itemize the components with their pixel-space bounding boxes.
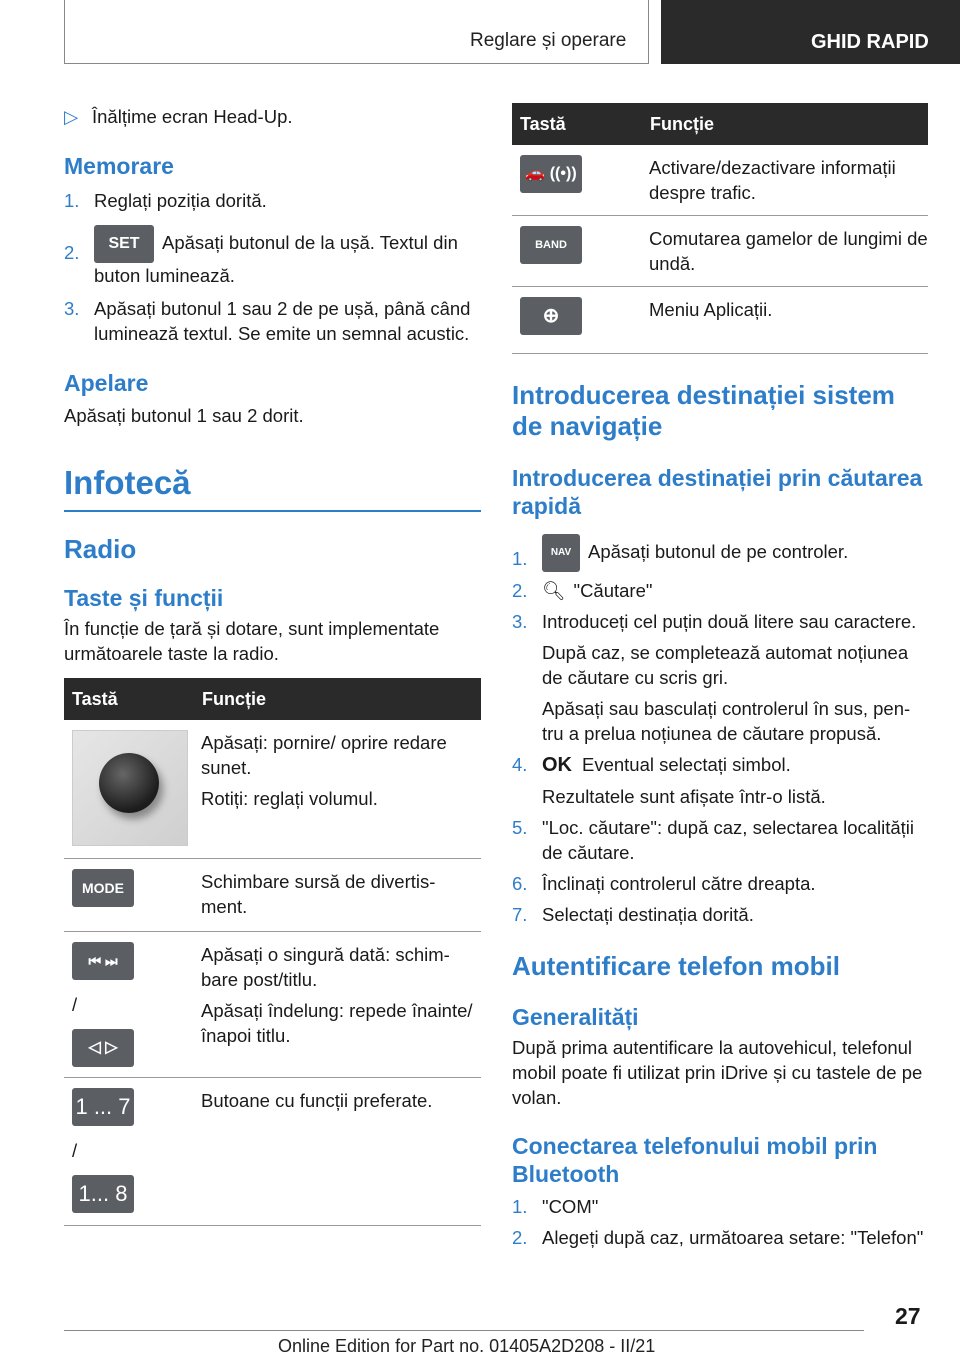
list-item — [512, 871, 928, 896]
list-number: 3. — [512, 611, 528, 632]
list-number: 2. — [512, 580, 528, 601]
list-item — [512, 1225, 928, 1250]
list-number: 2. — [64, 242, 80, 263]
memorare-heading: Memorare — [64, 153, 174, 179]
table-row — [512, 145, 928, 216]
bluetooth-heading: Conectarea telefonului mobil prin Bluetooth — [512, 1133, 878, 1187]
list-number: 7. — [512, 904, 528, 925]
function-cell — [201, 720, 481, 859]
col-key-header: Tastă — [64, 678, 201, 720]
list-text: Introduceți cel puțin două litere sau caractere. — [542, 611, 917, 632]
list-text: Apăsați butonul 1 sau 2 de pe ușă, până când luminează textul. Se emite un semnal acustic. — [94, 298, 471, 344]
favorite-buttons-8-icon: 1... 8 — [72, 1175, 134, 1213]
memorare-list — [64, 188, 481, 346]
set-button-icon: SET — [94, 225, 154, 263]
header-tab-label: GHID RAPID — [811, 31, 929, 53]
mode-button-icon: MODE — [72, 869, 134, 907]
auth-heading: Autentificare telefon mobil — [512, 951, 840, 981]
key-cell — [64, 932, 201, 1078]
list-text: Eventual selectați simbol. — [582, 754, 791, 775]
traffic-info-icon: 🚗 ((•)) — [520, 155, 582, 193]
list-text: Înclinați controlerul către dreapta. — [542, 873, 816, 894]
list-number: 1. — [512, 548, 528, 569]
taste-text: În funcție de țară și dotare, sunt implementate următoarele taste la radio. — [64, 618, 440, 664]
list-text: "COM" — [542, 1196, 599, 1217]
triangle-bullet-icon: ▷ — [64, 106, 79, 127]
list-item — [512, 902, 928, 927]
general-heading: Generalități — [512, 1004, 639, 1030]
nav-button-icon: NAV — [542, 534, 580, 572]
table-header — [512, 103, 928, 145]
key-cell — [512, 216, 649, 287]
list-subtext: Apăsați sau basculați controlerul în sus, pen-tru a prelua noțiunea de căutare propusă. — [542, 698, 911, 744]
radio-keys-table — [64, 678, 481, 1226]
list-number: 5. — [512, 817, 528, 838]
right-column — [512, 103, 928, 1250]
apelare-heading: Apelare — [64, 370, 149, 396]
arrow-buttons-icon: ◁ ▷ — [72, 1029, 134, 1067]
bluetooth-list — [512, 1194, 928, 1250]
list-number: 1. — [64, 190, 80, 211]
function-text: Apăsați îndelung: repede înainte/înapoi titlu. — [201, 1000, 473, 1046]
list-item — [512, 578, 928, 603]
search-icon: 🔍︎ — [542, 580, 566, 601]
list-number: 1. — [512, 1196, 528, 1217]
function-cell — [201, 932, 481, 1078]
list-text: Reglați poziția dorită. — [94, 190, 267, 211]
function-text: Butoane cu funcții preferate. — [201, 1078, 481, 1226]
function-text: Apăsați o singură dată: schim-bare post/titlu. — [201, 944, 450, 990]
function-text: Rotiți: reglați volumul. — [201, 788, 378, 809]
infoteca-rule — [64, 510, 481, 512]
list-subtext: După caz, se completează automat noțiunea de căutare cu scris gri. — [542, 642, 909, 688]
list-text: Apăsați butonul de la ușă. Textul din buton luminează. — [94, 231, 458, 286]
footer-edition: Online Edition for Part no. 01405A2D208 - II/21 — [278, 1336, 656, 1356]
taste-heading: Taste și funcții — [64, 585, 224, 611]
header-tab[interactable] — [661, 0, 960, 64]
function-text: Meniu Aplicații. — [649, 287, 928, 354]
list-text: "Căutare" — [573, 580, 653, 601]
volume-knob-icon — [72, 730, 188, 846]
table-row — [64, 859, 481, 932]
skip-buttons-icon: ⏮ ⏭ — [72, 942, 134, 980]
apps-globe-icon: ⊕ — [520, 297, 582, 335]
key-cell — [512, 287, 649, 354]
header-rule-bottom — [64, 63, 649, 64]
band-button-icon: BAND — [520, 226, 582, 264]
page-number: 27 — [895, 1303, 921, 1329]
list-subtext: Rezultatele sunt afișate într-o listă. — [542, 786, 826, 807]
list-item — [512, 752, 928, 778]
key-cell — [64, 720, 201, 859]
list-text: Selectați destinația dorită. — [542, 904, 754, 925]
list-item — [512, 534, 928, 572]
bullet-text: Înălțime ecran Head-Up. — [92, 106, 293, 127]
list-number: 6. — [512, 873, 528, 894]
table-row — [64, 932, 481, 1078]
ok-icon: OK — [542, 754, 572, 776]
table-row — [512, 216, 928, 287]
slash-separator: / — [72, 994, 78, 1015]
list-item — [64, 296, 481, 346]
steps-list — [512, 534, 928, 927]
left-column — [64, 96, 481, 1226]
table-row — [64, 720, 481, 859]
list-item — [512, 815, 928, 865]
key-cell — [512, 145, 649, 216]
list-item — [512, 609, 928, 634]
key-cell — [64, 859, 201, 932]
apelare-text: Apăsați butonul 1 sau 2 dorit. — [64, 405, 304, 426]
list-text: "Loc. căutare": după caz, selectarea localității de căutare. — [542, 817, 915, 863]
function-text: Comutarea gamelor de lungimi de undă. — [649, 216, 928, 287]
list-text: Alegeți după caz, următoarea setare: "Telefon" — [542, 1227, 924, 1248]
slash-separator: / — [72, 1140, 78, 1161]
quick-search-heading: Introducerea destinației prin căutarea rapidă — [512, 465, 923, 519]
key-cell — [64, 1078, 201, 1226]
list-number: 3. — [64, 298, 80, 319]
list-item — [512, 1194, 928, 1219]
header-section: Reglare și operare — [470, 30, 627, 51]
list-number: 2. — [512, 1227, 528, 1248]
table-header — [64, 678, 481, 720]
footer-rule — [64, 1330, 864, 1331]
table-row — [512, 287, 928, 354]
function-text: Schimbare sursă de divertis-ment. — [201, 859, 481, 932]
col-function-header: Funcție — [649, 103, 928, 145]
list-number: 4. — [512, 754, 528, 775]
nav-heading: Introducerea destinației sistem de navigație — [512, 380, 895, 441]
infoteca-heading: Infotecă — [64, 464, 191, 501]
function-text: Apăsați: pornire/ oprire redare sunet. — [201, 732, 447, 778]
radio-heading: Radio — [64, 534, 137, 564]
header-rule-left — [64, 0, 65, 64]
col-key-header: Tastă — [512, 103, 649, 145]
list-item — [64, 188, 481, 213]
general-text: După prima autentificare la autovehicul, telefonul mobil poate fi utilizat prin iDrive și cu tastele de pe volan. — [512, 1037, 923, 1108]
list-text: Apăsați butonul de pe controler. — [588, 540, 849, 562]
col-function-header: Funcție — [201, 678, 481, 720]
list-item — [64, 225, 481, 288]
bullet-line — [64, 104, 481, 129]
table-row — [64, 1078, 481, 1226]
function-text: Activare/dezactivare informații despre trafic. — [649, 145, 928, 216]
header-separator — [648, 0, 649, 64]
favorite-buttons-7-icon: 1 ... 7 — [72, 1088, 134, 1126]
traffic-keys-table — [512, 103, 928, 354]
